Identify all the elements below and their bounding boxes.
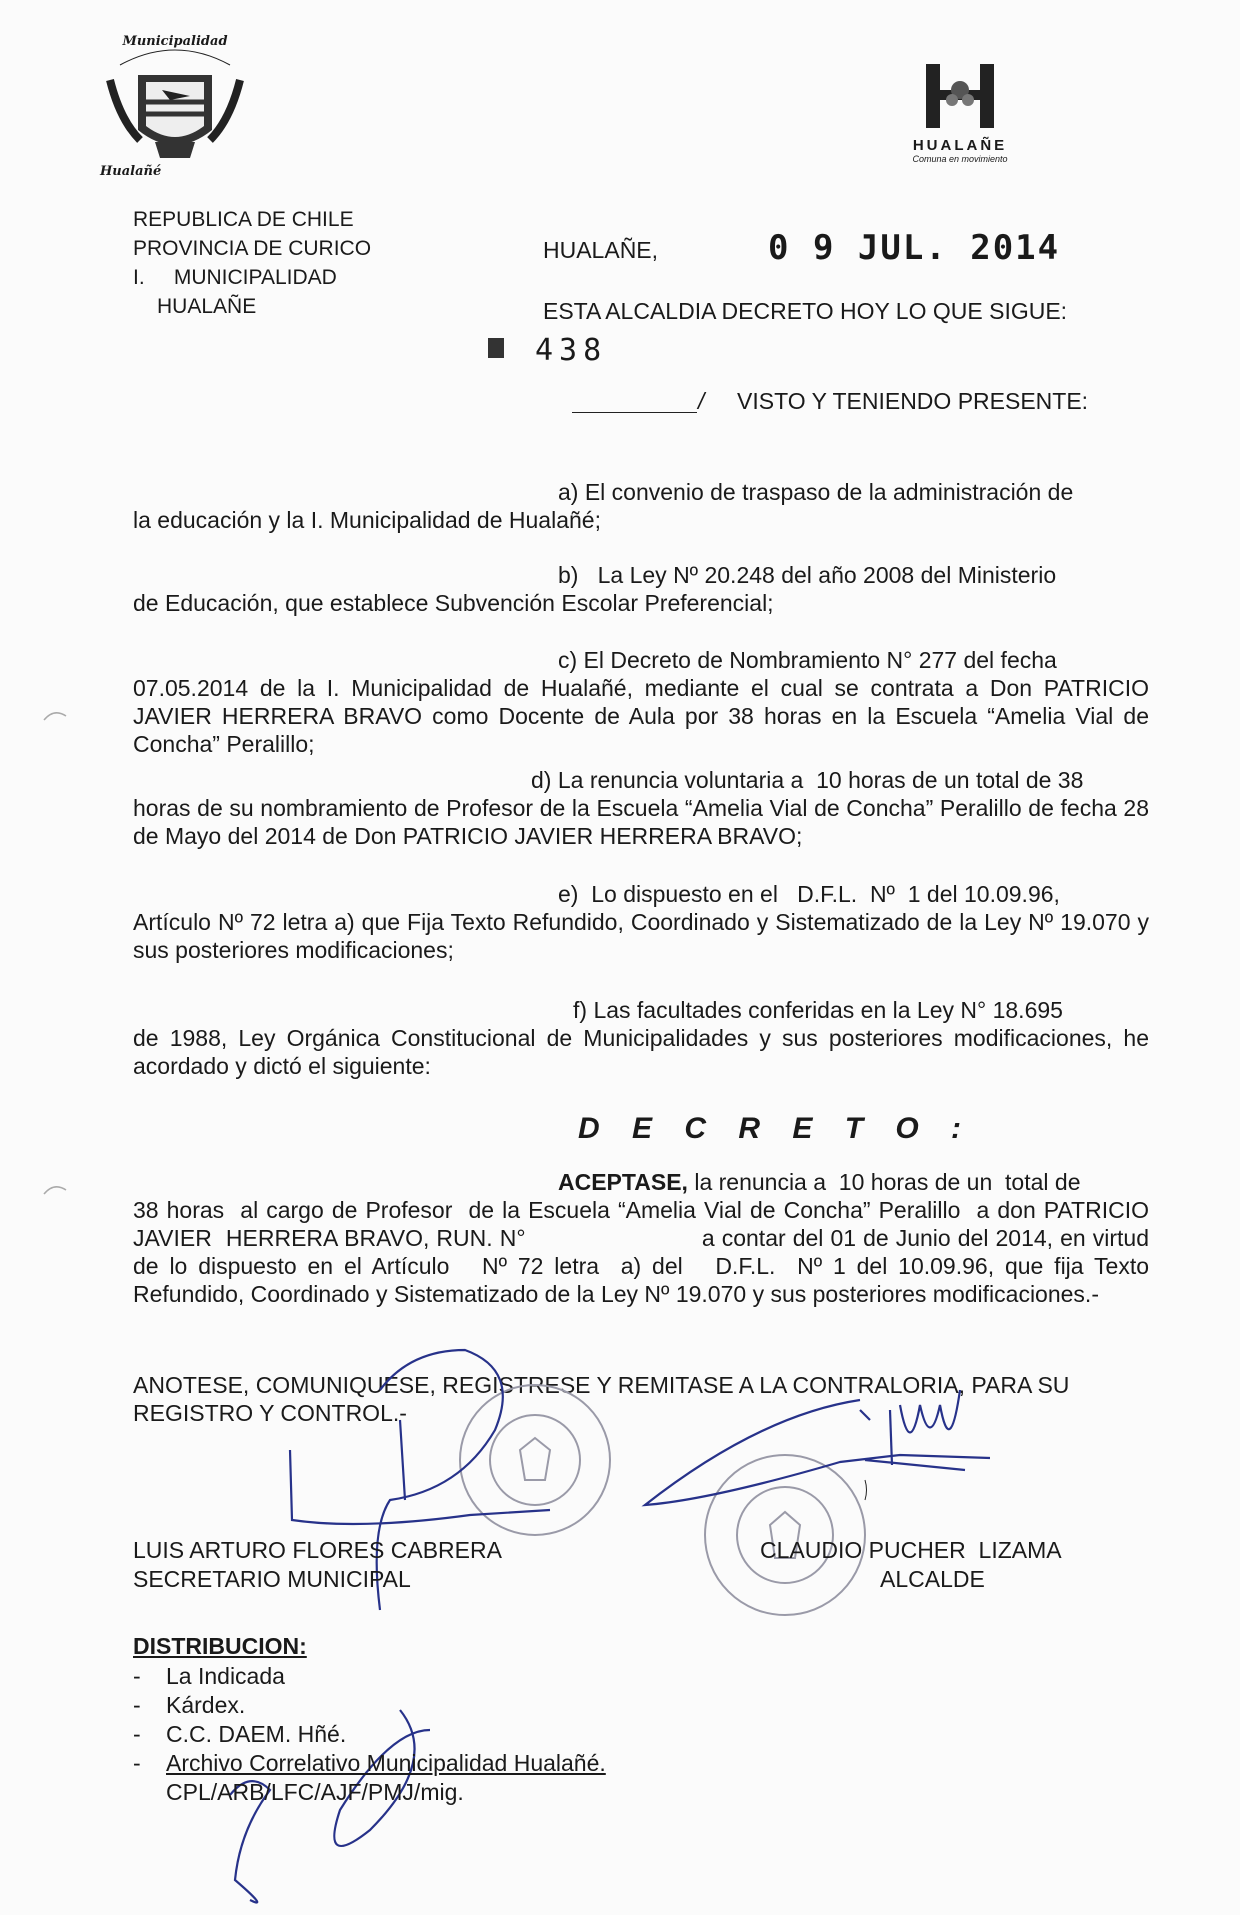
- distribution-list: [133, 1662, 606, 1778]
- distribution-item: - Archivo Correlativo Municipalidad Hualañé.: [133, 1749, 606, 1778]
- mayor-signature-block: [760, 1536, 1062, 1594]
- consideration-b-rest: de Educación, que establece Subvención Escolar Preferencial;: [133, 590, 774, 616]
- aceptase-keyword: ACEPTASE,: [558, 1169, 688, 1195]
- consideration-f-rest: de 1988, Ley Orgánica Constitucional de Municipalidades y sus posteriores modificaciones, he acordado y dictó el siguiente:: [133, 1025, 1149, 1079]
- consideration-d: [133, 766, 1149, 850]
- decree-number: 438: [535, 333, 608, 368]
- coat-top-text: Municipalidad: [122, 34, 228, 49]
- sender-line: HUALAÑE: [157, 295, 257, 318]
- sender-line: PROVINCIA DE CURICO: [133, 237, 372, 260]
- consideration-c: [133, 646, 1149, 758]
- hualane-logo: [890, 60, 1030, 170]
- logo-tagline: Comuna en movimiento: [912, 154, 1008, 164]
- aceptase-rest: 38 horas al cargo de Profesor de la Escuela “Amelia Vial de Concha” Peralillo a don PATRICIO JAVIER HERRERA BRAVO, RUN. N° a contar del 01 de Junio del 2014, en virtud de lo dispuesto en el Artículo Nº 72 letra a) del D.F.L. Nº 1 del 10.09.96, que fija Texto Refundido, Coordinado y Sistematizado de la Ley Nº 19.070 y sus posteriores modificaciones.-: [133, 1197, 1156, 1307]
- consideration-a-rest: la educación y la I. Municipalidad de Hualañé;: [133, 507, 601, 533]
- consideration-c-rest: 07.05.2014 de la I. Municipalidad de Hualañé, mediante el cual se contrata a Don PATRICIO JAVIER HERRERA BRAVO como Docente de Aula por 38 horas en la Escuela “Amelia Vial de Concha” Peralillo;: [133, 675, 1149, 757]
- secretary-name: LUIS ARTURO FLORES CABRERA: [133, 1537, 502, 1563]
- consideration-f-first: f) Las facultades conferidas en la Ley N° 18.695: [573, 997, 1063, 1023]
- sender-line: REPUBLICA DE CHILE: [133, 208, 354, 231]
- decree-slash: /: [698, 388, 705, 414]
- punch-mark: [40, 706, 70, 736]
- consideration-b: [133, 561, 1149, 617]
- secretary-signature-block: [133, 1536, 502, 1594]
- distribution-item: - C.C. DAEM. Hñé.: [133, 1720, 606, 1749]
- sender-block: [133, 205, 371, 321]
- mayor-title: ALCALDE: [880, 1566, 985, 1592]
- mayor-name: CLAUDIO PUCHER LIZAMA: [760, 1537, 1062, 1563]
- visto-heading: VISTO Y TENIENDO PRESENTE:: [737, 388, 1089, 414]
- consideration-d-first: d) La renuncia voluntaria a 10 horas de un total de 38: [531, 767, 1084, 793]
- consideration-c-first: c) El Decreto de Nombramiento N° 277 del fecha: [558, 647, 1057, 673]
- consideration-e-rest: Artículo Nº 72 letra a) que Fija Texto Refundido, Coordinado y Sistematizado de la Ley Nº 19.070 y sus posteriores modificaciones;: [133, 909, 1149, 963]
- logo-name: HUALAÑE: [912, 137, 1008, 154]
- sender-line: I. MUNICIPALIDAD: [133, 266, 337, 289]
- decree-mark-icon: [488, 338, 504, 358]
- consideration-e-first: e) Lo dispuesto en el D.F.L. Nº 1 del 10.09.96,: [558, 881, 1060, 907]
- intro-line: ESTA ALCALDIA DECRETO HOY LO QUE SIGUE:: [543, 298, 1068, 324]
- distribution-item: - Kárdex.: [133, 1691, 606, 1720]
- coat-bottom-text: Hualañé: [100, 164, 162, 179]
- punch-mark: [40, 1180, 70, 1210]
- consideration-a-first: a) El convenio de traspaso de la administración de: [558, 479, 1074, 505]
- decree-blank-line: [572, 412, 697, 413]
- place: HUALAÑE,: [543, 237, 659, 263]
- date-stamp: 0 9 JUL. 2014: [768, 228, 1061, 268]
- distribution-heading: DISTRIBUCION:: [133, 1633, 307, 1659]
- secretary-title: SECRETARIO MUNICIPAL: [133, 1566, 411, 1592]
- consideration-b-first: b) La Ley Nº 20.248 del año 2008 del Ministerio: [558, 562, 1057, 588]
- decreto-title: D E C R E T O :: [578, 1112, 974, 1145]
- signature-mayor: [610, 1150, 990, 1570]
- consideration-d-rest: horas de su nombramiento de Profesor de la Escuela “Amelia Vial de Concha” Peralillo de fecha 28 de Mayo del 2014 de Don PATRICIO JAVIER HERRERA BRAVO;: [133, 795, 1149, 849]
- consideration-a: [133, 478, 1149, 534]
- distribution-initials: CPL/ARB/LFC/AJF/PMJ/mig.: [166, 1779, 464, 1805]
- hh-logo-icon: [920, 60, 1000, 132]
- consideration-f: [133, 996, 1149, 1080]
- distribution-block: [133, 1633, 606, 1807]
- closing-order: ANOTESE, COMUNIQUESE, REGISTRESE Y REMITASE A LA CONTRALORIA, PARA SU REGISTRO Y CONTROL.-: [133, 1372, 1070, 1426]
- municipality-coat-of-arms: [100, 30, 250, 180]
- distribution-item: - La Indicada: [133, 1662, 606, 1691]
- aceptase-first: la renuncia a 10 horas de un total de: [687, 1169, 1081, 1195]
- consideration-e: [133, 880, 1149, 964]
